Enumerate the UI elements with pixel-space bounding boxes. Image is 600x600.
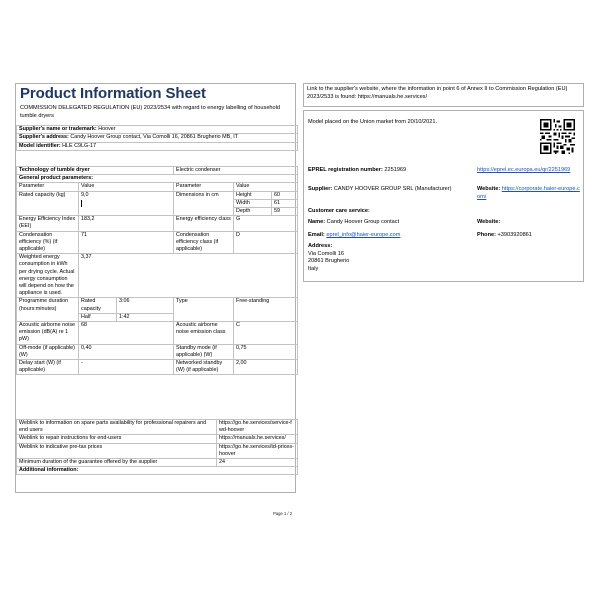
regulation-text: COMMISSION DELEGATED REGULATION (EU) 2023/2534 with regard to energy labelling of household tumble dryers	[20, 105, 281, 119]
table-row	[17, 191, 298, 199]
eprel-box	[303, 110, 584, 282]
care-name-value: Candy Hoover Group contact	[326, 219, 400, 225]
table-row	[17, 467, 298, 475]
eec-label: Energy efficiency class	[174, 216, 234, 231]
weighted-energy-value: 3,37	[79, 254, 298, 298]
table-row	[17, 459, 298, 467]
table-row	[17, 322, 298, 345]
noise-class-value: C	[234, 322, 298, 345]
standby-label: Standby mode (if applicable) (W)	[174, 344, 234, 359]
depth-label: Depth	[234, 208, 272, 216]
rated-capacity-value: 9,0	[81, 191, 89, 198]
address-line2: 20861 Brugherio	[308, 258, 350, 264]
model-identifier-value: HLE C9LG-17	[62, 142, 96, 149]
text-cursor	[81, 200, 82, 207]
rated-capacity-duration: 3:06	[117, 298, 174, 313]
eprel-value: 2251969	[384, 167, 407, 173]
depth-value: 59	[272, 208, 298, 216]
height-value: 60	[272, 191, 298, 199]
column-header: Value	[234, 183, 298, 191]
width-label: Width	[234, 199, 272, 207]
phone-value: +3903920861	[497, 232, 532, 238]
width-value: 61	[272, 199, 298, 207]
table-row	[17, 126, 298, 134]
customer-care-heading: Customer care service:	[308, 208, 370, 214]
off-mode-value: 0,40	[79, 344, 174, 359]
type-label: Type	[174, 298, 234, 322]
networked-standby-label: Networked standby (W) (if applicable)	[174, 360, 234, 375]
supplier-address-value: Candy Hoover Group contact, Via Comolli 16, 20861 Brugherio MB, IT	[70, 134, 239, 141]
rated-capacity-sublabel: Rated capacity	[79, 298, 117, 313]
care-website-label: Website:	[477, 219, 501, 225]
supplier-value: CANDY HOOVER GROUP SRL (Manufacturer)	[333, 186, 452, 192]
eei-value: 183,2	[79, 216, 174, 231]
delay-start-value: -	[79, 360, 174, 375]
spare-parts-link[interactable]: https://go.he.services/service-fwd-hoover	[217, 420, 298, 435]
table-row	[17, 216, 298, 231]
general-params-heading: General product parameters:	[17, 175, 298, 183]
table-header-row	[17, 183, 298, 191]
supplier-info-table	[16, 125, 298, 151]
supplier-website-box	[303, 83, 584, 107]
eec-value: G	[234, 216, 298, 231]
table-row	[17, 435, 298, 443]
table-row	[17, 254, 298, 298]
page-title: Product Information Sheet	[20, 85, 206, 102]
weighted-energy-label: Weighted energy consumption in kWh per drying cycle. Actual energy consumption will depend on how the appliance is used.	[17, 254, 79, 298]
table-row	[17, 298, 298, 313]
networked-standby-value: 2,00	[234, 360, 298, 375]
noise-value: 68	[79, 322, 174, 345]
technology-label: Technology of tumble dryer	[17, 167, 174, 175]
rated-capacity-label: Rated capacity (kg)	[17, 191, 79, 216]
guarantee-value: 24	[217, 459, 298, 467]
spare-parts-label: Weblink to information on spare parts availability for professional repairers and end users	[17, 420, 217, 435]
email-label: Email:	[308, 232, 325, 238]
email-link[interactable]: eprel_info@haier-europe.com	[326, 232, 401, 238]
additional-info-label: Additional information:	[17, 467, 298, 475]
model-placed-text: Model placed on the Union market from 20/10/2021.	[308, 119, 438, 125]
address-line3: Italy	[308, 265, 319, 272]
technology-value: Electric condenser	[174, 167, 298, 175]
weblinks-table	[16, 419, 298, 475]
prices-link[interactable]: https://go.he.services/td-prices-hoover	[217, 443, 298, 458]
table-row	[17, 167, 298, 175]
condensation-efficiency-value: 71	[79, 231, 174, 254]
table-row	[17, 420, 298, 435]
table-row	[17, 443, 298, 458]
condensation-class-label: Condensation efficiency class (if applicable)	[174, 231, 234, 254]
repair-instructions-link[interactable]: https://manuals.he.services/	[217, 435, 298, 443]
supplier-website-text: Link to the supplier's website, where the information in point 6 of Annex II to Commission Regulation (EU) 2023/2533 is found: https://manuals.he.services/	[307, 86, 568, 100]
table-row	[17, 360, 298, 375]
dimensions-label: Dimensions in cm	[174, 191, 234, 216]
noise-class-label: Acoustic airborne noise emission class	[174, 322, 234, 345]
off-mode-label: Off-mode (if applicable) (W)	[17, 344, 79, 359]
address-label: Address:	[308, 243, 333, 249]
standby-value: 0,75	[234, 344, 298, 359]
column-header: Parameter	[174, 183, 234, 191]
supplier-name-label: Supplier's name or trademark:	[19, 126, 97, 132]
repair-instructions-label: Weblink to repair instructions for end-users	[17, 435, 217, 443]
product-info-sheet	[15, 83, 296, 493]
qr-code-icon[interactable]	[540, 119, 575, 154]
height-label: Height	[234, 191, 272, 199]
type-value: Free-standing	[234, 298, 298, 322]
supplier-name-value: Hoover	[98, 126, 116, 132]
website-label: Website:	[477, 186, 501, 192]
condensation-efficiency-label: Condensation efficiency (%) (if applicable)	[17, 231, 79, 254]
model-identifier-label: Model identifier:	[19, 142, 61, 149]
table-row	[17, 134, 298, 142]
half-duration: 1:42	[117, 313, 174, 321]
table-row	[17, 231, 298, 254]
eprel-label: EPREL registration number:	[308, 167, 383, 173]
eprel-link[interactable]: https://eprel.ec.europa.eu/qr/2251969	[477, 167, 571, 173]
supplier-address-label: Supplier's address:	[19, 134, 69, 141]
guarantee-label: Minimum duration of the guarantee offered by the supplier	[17, 459, 217, 467]
table-row	[17, 142, 298, 150]
care-name-label: Name:	[308, 219, 326, 225]
column-header: Parameter	[17, 183, 79, 191]
address-line1: Via Comolli 16	[308, 250, 344, 257]
half-sublabel: Half	[79, 313, 117, 321]
column-header: Value	[79, 183, 174, 191]
parameters-table	[16, 166, 298, 375]
supplier-label: Supplier:	[308, 186, 333, 192]
condensation-class-value: D	[234, 231, 298, 254]
table-row	[17, 175, 298, 183]
phone-label: Phone:	[477, 232, 496, 238]
page-number: Page 1 / 2	[273, 511, 293, 516]
prices-label: Weblink to indicative pre-tax prices	[17, 443, 217, 458]
noise-label: Acoustic airborne noise emission (dB(A) re 1 pW)	[17, 322, 79, 345]
programme-duration-label: Programme duration (hours:minutes)	[17, 298, 79, 322]
eei-label: Energy Efficiency Index (EEI)	[17, 216, 79, 231]
table-row	[17, 344, 298, 359]
website-link[interactable]: https://corporate.haier-europe.com/	[477, 186, 580, 200]
delay-start-label: Delay start (W) (if applicable)	[17, 360, 79, 375]
